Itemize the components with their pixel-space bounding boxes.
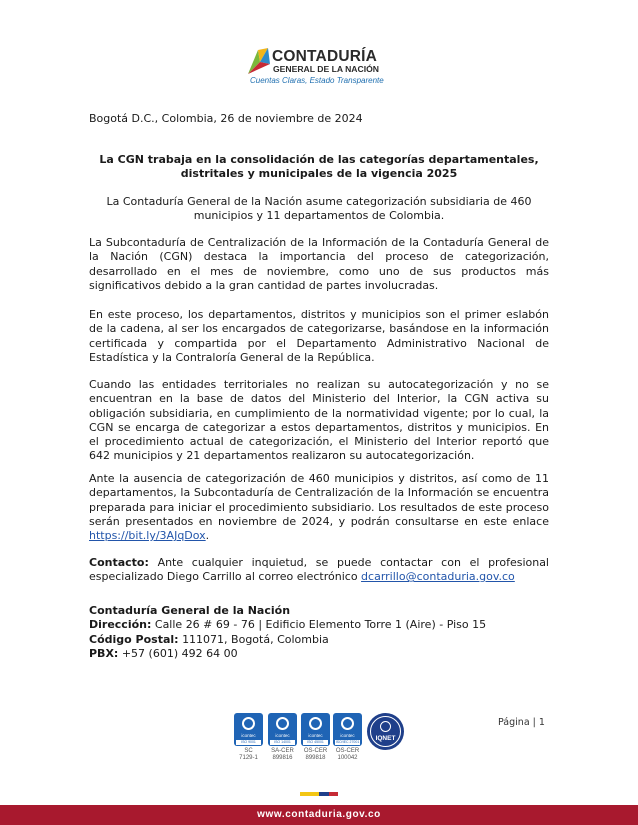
results-link[interactable]: https://bit.ly/3AJqDox — [89, 529, 206, 543]
colombia-flag-stripe — [300, 792, 338, 796]
cert-standard: ISO/IEC 27001 — [335, 740, 360, 744]
logo-tagline: Cuentas Claras, Estado Transparente — [250, 76, 384, 85]
footer-bar — [0, 805, 638, 825]
cert-badge-3 — [301, 713, 330, 769]
cgn-logo — [246, 46, 406, 92]
cert-code: SC 7129-1 — [239, 748, 258, 761]
globe-icon — [380, 721, 391, 732]
logo-name: CONTADURÍA — [272, 48, 378, 65]
certificate-icon — [309, 717, 322, 730]
cert-standard: ISO 9001 — [236, 740, 261, 745]
contact-paragraph — [89, 556, 549, 585]
certificate-icon — [276, 717, 289, 730]
address-value: Calle 26 # 69 - 76 | Edificio Elemento Torre 1 (Aire) - Piso 15 — [154, 618, 487, 632]
paragraph-4-end: . — [205, 529, 210, 543]
page-number: Página | 1 — [498, 717, 545, 728]
contact-email-link[interactable]: dcarrillo@contaduria.gov.co — [361, 570, 515, 584]
cert-badge-2 — [268, 713, 297, 769]
footer-url[interactable]: www.contaduria.gov.co — [257, 809, 381, 820]
certificate-icon — [242, 717, 255, 730]
cert-badge-1 — [234, 713, 263, 769]
document-subtitle: La Contaduría General de la Nación asume categorización subsidiaria de 460 municipios y 11 departamentos de Colombia. — [106, 195, 532, 223]
cert-brand: icontec — [340, 733, 355, 738]
cert-brand: icontec — [241, 733, 256, 738]
paragraph-2: En este proceso, los departamentos, distritos y municipios son el primer eslabón de la cadena, al ser los encargados de categorizarse, basándose en la información certificada y compartida por el Departamento Administrativo Nacional de Estadística y la Contraloría General de la República. — [89, 308, 549, 364]
cert-code: OS-CER 100042 — [335, 748, 360, 761]
iqnet-label: IQNET — [375, 735, 396, 742]
paragraph-4-text: Ante la ausencia de categorización de 460 municipios y distritos, así como de 11 departamentos, la Subcontaduría de Centralización de la Información se encuentra preparada para iniciar el procedimiento subsidiario. Los resultados de este proceso serán presentados en noviembre de 2024, y podrán consultarse en este enlace — [89, 472, 549, 528]
cert-brand: icontec — [308, 733, 323, 738]
paragraph-3: Cuando las entidades territoriales no realizan su autocategorización y no se encuentran en la base de datos del Ministerio del Interior, la CGN activa su obligación subsidiaria, en cumplimiento de la normatividad vigente; por lo cual, la CGN se encarga de categorizar a estos departamentos, distritos y municipios. En el procedimiento actual de categorización, el Ministerio del Interior reportó que 642 municipios y 21 departamentos realizaron su autocategorización. — [89, 378, 549, 463]
document-date: Bogotá D.C., Colombia, 26 de noviembre de 2024 — [89, 112, 363, 125]
cgn-logo-icon — [246, 46, 272, 76]
organization-info — [89, 604, 549, 661]
cert-badge-4 — [333, 713, 362, 769]
iqnet-logo — [367, 713, 404, 750]
contact-text: Ante cualquier inquietud, se puede contactar con el profesional especializado Diego Carrillo al correo electrónico — [89, 556, 549, 584]
certificate-icon — [341, 717, 354, 730]
cert-standard: ISO 14001 — [270, 740, 295, 745]
cert-brand: icontec — [275, 733, 290, 738]
cert-code: SA-CER 899816 — [271, 748, 294, 761]
document-title: La CGN trabaja en la consolidación de las categorías departamentales, distritales y municipales de la vigencia 2025 — [99, 153, 539, 181]
pbx-value: +57 (601) 492 64 00 — [121, 646, 238, 660]
paragraph-1: La Subcontaduría de Centralización de la Información de la Contaduría General de la Nación (CGN) destaca la importancia del proceso de categorización, desarrollado en el mes de noviembre, como uno de sus productos más significativos debido a la gran cantidad de partes involucradas. — [89, 236, 549, 292]
paragraph-4 — [89, 472, 549, 543]
postal-value: 111071, Bogotá, Colombia — [182, 632, 329, 646]
organization-name: Contaduría General de la Nación — [89, 604, 291, 617]
contact-label: Contacto: — [89, 556, 149, 569]
address-label: Dirección: — [89, 618, 152, 632]
postal-label: Código Postal: — [89, 632, 179, 646]
cert-standard: ISO 45001 — [303, 740, 328, 745]
pbx-label: PBX: — [89, 646, 119, 660]
cert-code: OS-CER 899818 — [303, 748, 328, 761]
logo-subtitle: GENERAL DE LA NACIÓN — [273, 64, 379, 74]
